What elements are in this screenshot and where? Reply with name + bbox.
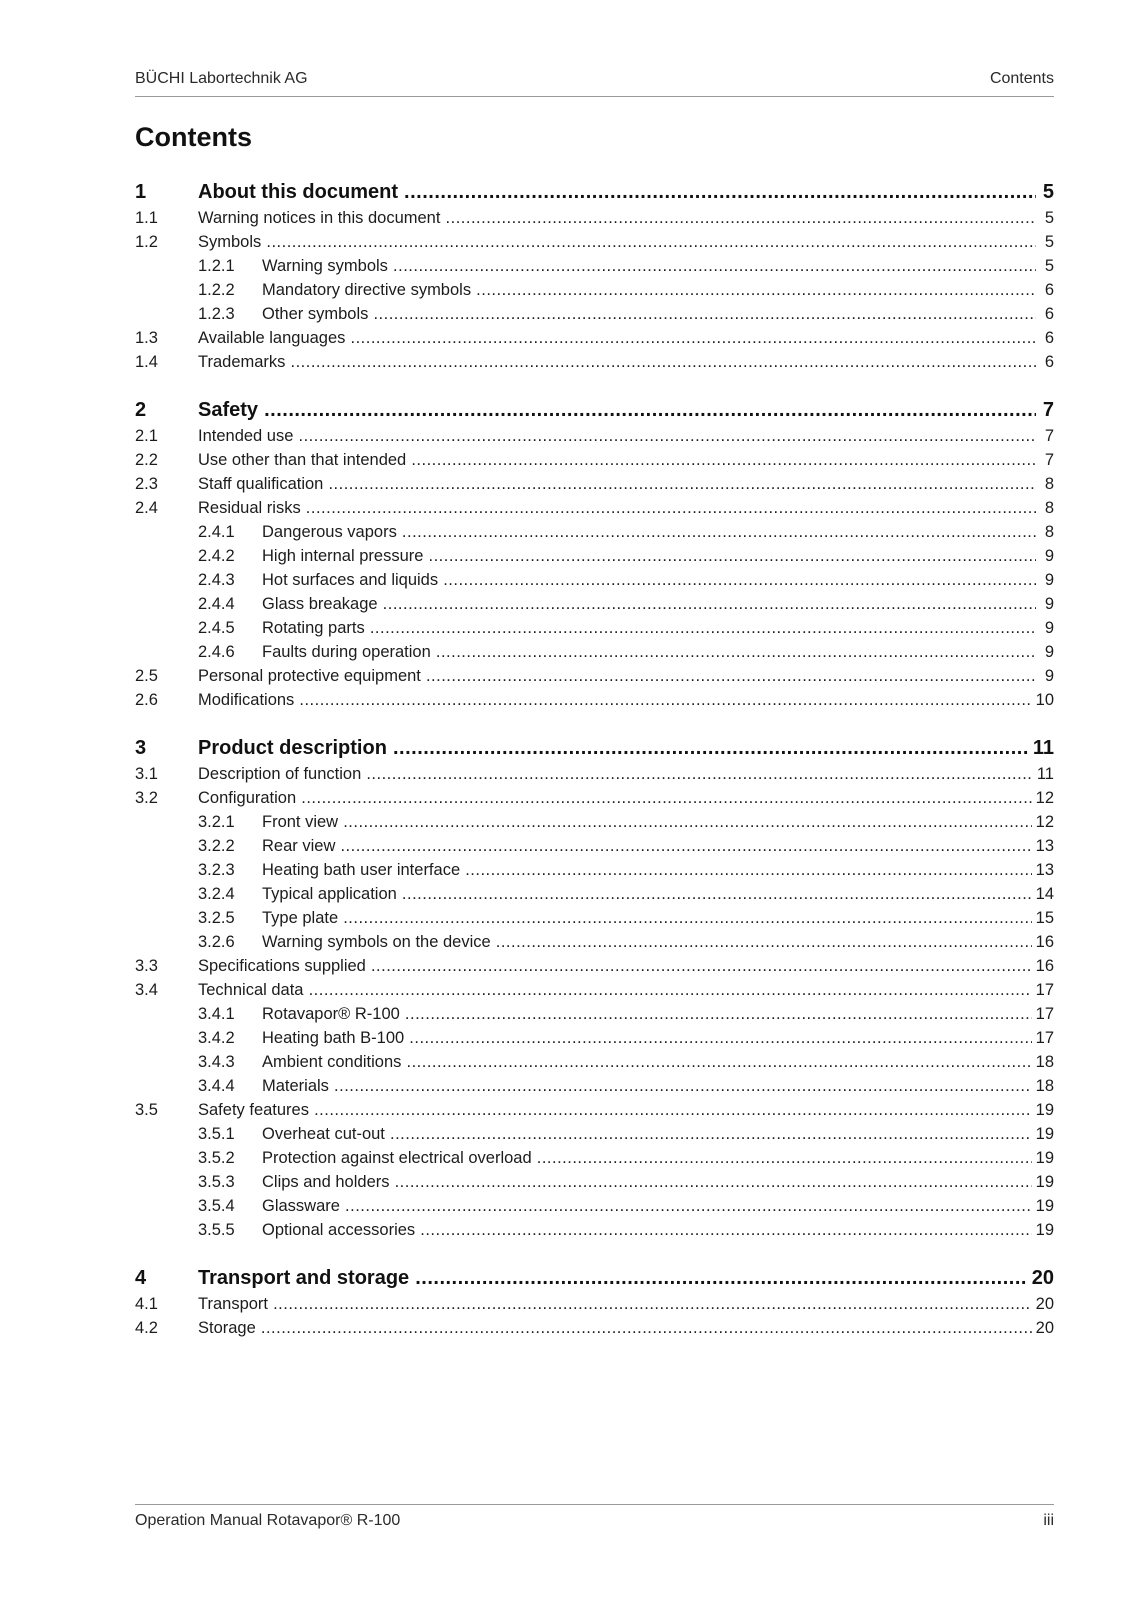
toc-entry-number: 3.5.4 (198, 1197, 235, 1215)
toc-section-entry[interactable] (135, 230, 1054, 254)
toc-entry-title: Optional accessories (262, 1221, 416, 1239)
toc-entry-number: 3.2.2 (198, 837, 235, 855)
toc-section-entry[interactable] (135, 1316, 1054, 1340)
toc-chapter-heading[interactable] (135, 178, 1054, 206)
toc-entry-title: Personal protective equipment (198, 667, 421, 685)
toc-entry-number: 3 (135, 737, 147, 759)
toc-entry-page: 9 (1044, 595, 1054, 613)
toc-entry-page: 5 (1044, 257, 1054, 275)
toc-entry-number: 2 (135, 399, 147, 421)
toc-entry-title: Glass breakage (262, 595, 378, 613)
toc-entry-number: 3.2.4 (198, 885, 235, 903)
toc-entry-number: 2.6 (135, 691, 158, 709)
toc-entry-page: 18 (1035, 1053, 1054, 1071)
toc-entry-number: 3.4.3 (198, 1053, 235, 1071)
toc-entry-number: 3.1 (135, 765, 158, 783)
toc-entry-number: 3.5.1 (198, 1125, 235, 1143)
toc-entry-page: 10 (1035, 691, 1054, 709)
toc-entry-title: Trademarks (198, 353, 286, 371)
toc-entry-number: 2.4.6 (198, 643, 235, 661)
footer-page-number: iii (1043, 1512, 1054, 1529)
toc-entry-page: 5 (1044, 233, 1054, 251)
toc-entry-page: 6 (1044, 281, 1054, 299)
toc-subsection-entry[interactable] (135, 1170, 1054, 1194)
toc-section-entry[interactable] (135, 978, 1054, 1002)
toc-subsection-entry[interactable] (135, 1218, 1054, 1242)
toc-entry-page: 20 (1035, 1295, 1054, 1313)
toc-entry-title: High internal pressure (262, 547, 424, 565)
toc-section-entry[interactable] (135, 762, 1054, 786)
toc-entry-page: 9 (1044, 619, 1054, 637)
toc-entry-number: 3.3 (135, 957, 158, 975)
toc-entry-page: 20 (1035, 1319, 1054, 1337)
toc-entry-number: 2.4.4 (198, 595, 235, 613)
toc-subsection-entry[interactable] (135, 568, 1054, 592)
toc-entry-title: Intended use (198, 427, 294, 445)
toc-entry-page: 6 (1044, 305, 1054, 323)
toc-entry-title: Protection against electrical overload (262, 1149, 532, 1167)
toc-chapter (135, 1264, 1054, 1340)
toc-chapter (135, 396, 1054, 712)
toc-entry-title: Overheat cut-out (262, 1125, 385, 1143)
toc-entry-page: 6 (1044, 329, 1054, 347)
toc-subsection-entry[interactable] (135, 858, 1054, 882)
toc-entry-number: 1.2.2 (198, 281, 235, 299)
toc-subsection-entry[interactable] (135, 906, 1054, 930)
toc-section-entry[interactable] (135, 206, 1054, 230)
header-company: BÜCHI Labortechnik AG (135, 70, 308, 87)
toc-entry-page: 8 (1044, 475, 1054, 493)
toc-entry-title: Configuration (198, 789, 297, 807)
footer-manual-title: Operation Manual Rotavapor® R-100 (135, 1512, 401, 1529)
toc-section-entry[interactable] (135, 688, 1054, 712)
toc-section-entry[interactable] (135, 496, 1054, 520)
toc-entry-title: Rotavapor® R-100 (262, 1005, 400, 1023)
toc-subsection-entry[interactable] (135, 640, 1054, 664)
toc-entry-title: Product description (198, 737, 387, 759)
toc-section-entry[interactable] (135, 664, 1054, 688)
toc-entry-number: 3.5 (135, 1101, 158, 1119)
toc-entry-page: 17 (1035, 1029, 1054, 1047)
toc-subsection-entry[interactable] (135, 1194, 1054, 1218)
toc-entry-page: 16 (1035, 957, 1054, 975)
toc-entry-number: 3.2.1 (198, 813, 235, 831)
toc-entry-number: 1 (135, 181, 147, 203)
running-footer (135, 1504, 1054, 1535)
toc-subsection-entry[interactable] (135, 1146, 1054, 1170)
toc-section-entry[interactable] (135, 448, 1054, 472)
toc-subsection-entry[interactable] (135, 882, 1054, 906)
toc-subsection-entry[interactable] (135, 544, 1054, 568)
toc-entry-number: 2.1 (135, 427, 158, 445)
toc-entry-page: 9 (1044, 643, 1054, 661)
toc-entry-page: 11 (1036, 765, 1054, 783)
toc-entry-title: Technical data (198, 981, 304, 999)
toc-entry-number: 3.5.5 (198, 1221, 235, 1239)
toc-entry-number: 2.4.1 (198, 523, 235, 541)
toc-subsection-entry[interactable] (135, 834, 1054, 858)
toc-entry-page: 12 (1035, 813, 1054, 831)
toc-entry-page: 7 (1044, 427, 1054, 445)
toc-entry-title: Heating bath B-100 (262, 1029, 405, 1047)
toc-entry-page: 6 (1044, 353, 1054, 371)
toc-entry-page: 19 (1035, 1173, 1054, 1191)
toc-entry-title: Other symbols (262, 305, 369, 323)
toc-section-entry[interactable] (135, 786, 1054, 810)
toc-entry-page: 19 (1035, 1149, 1054, 1167)
toc-entry-number: 1.2.1 (198, 257, 235, 275)
toc-subsection-entry[interactable] (135, 1074, 1054, 1098)
toc-entry-page: 8 (1044, 523, 1054, 541)
toc-subsection-entry[interactable] (135, 254, 1054, 278)
toc-entry-page: 7 (1044, 451, 1054, 469)
toc-entry-number: 3.4 (135, 981, 158, 999)
toc-entry-number: 2.4 (135, 499, 158, 517)
toc-entry-number: 3.2.3 (198, 861, 235, 879)
toc-entry-page: 13 (1035, 837, 1054, 855)
toc-subsection-entry[interactable] (135, 592, 1054, 616)
toc-entry-title: Residual risks (198, 499, 301, 517)
toc-entry-number: 2.3 (135, 475, 158, 493)
toc-entry-number: 3.2.6 (198, 933, 235, 951)
header-section: Contents (989, 70, 1054, 87)
toc-entry-page: 8 (1044, 499, 1054, 517)
toc-entry-title: Ambient conditions (262, 1053, 402, 1071)
toc-entry-number: 3.5.2 (198, 1149, 235, 1167)
toc-entry-title: Materials (262, 1077, 329, 1095)
toc-entry-title: Front view (262, 813, 339, 831)
toc-entry-title: Typical application (262, 885, 397, 903)
toc-entry-number: 3.4.2 (198, 1029, 235, 1047)
toc-entry-title: Mandatory directive symbols (262, 281, 472, 299)
toc-subsection-entry[interactable] (135, 810, 1054, 834)
toc-section-entry[interactable] (135, 350, 1054, 374)
toc-entry-title: Heating bath user interface (262, 861, 461, 879)
toc-entry-title: Symbols (198, 233, 262, 251)
toc-subsection-entry[interactable] (135, 302, 1054, 326)
toc-entry-page: 19 (1035, 1125, 1054, 1143)
toc-entry-title: About this document (198, 181, 398, 203)
toc-entry-page: 17 (1035, 1005, 1054, 1023)
toc-subsection-entry[interactable] (135, 616, 1054, 640)
toc-chapter-heading[interactable] (135, 396, 1054, 424)
toc-entry-page: 5 (1042, 181, 1054, 203)
toc-entry-title: Dangerous vapors (262, 523, 397, 541)
toc-entry-title: Warning notices in this document (198, 209, 441, 227)
toc-entry-number: 1.2 (135, 233, 158, 251)
toc-entry-page: 7 (1042, 399, 1054, 421)
toc-entry-number: 4.1 (135, 1295, 158, 1313)
toc-entry-title: Warning symbols on the device (262, 933, 491, 951)
toc-entry-page: 9 (1044, 667, 1054, 685)
toc-entry-page: 9 (1044, 571, 1054, 589)
toc-subsection-entry[interactable] (135, 1002, 1054, 1026)
toc-subsection-entry[interactable] (135, 1122, 1054, 1146)
toc-entry-title: Glassware (262, 1197, 340, 1215)
toc-section-entry[interactable] (135, 424, 1054, 448)
toc-entry-title: Description of function (198, 765, 362, 783)
toc-entry-title: Storage (198, 1319, 256, 1337)
toc-entry-number: 2.4.3 (198, 571, 235, 589)
toc-entry-page: 18 (1035, 1077, 1054, 1095)
toc-subsection-entry[interactable] (135, 278, 1054, 302)
toc-entry-number: 3.2.5 (198, 909, 235, 927)
toc-entry-page: 13 (1035, 861, 1054, 879)
toc-entry-page: 20 (1031, 1267, 1054, 1289)
toc-entry-page: 19 (1035, 1101, 1054, 1119)
toc-entry-number: 1.2.3 (198, 305, 235, 323)
toc-entry-title: Modifications (198, 691, 295, 709)
toc-entry-number: 2.4.5 (198, 619, 235, 637)
toc-entry-page: 14 (1035, 885, 1054, 903)
toc-entry-title: Transport (198, 1295, 268, 1313)
toc-entry-title: Rotating parts (262, 619, 365, 637)
toc-entry-title: Available languages (198, 329, 346, 347)
toc-entry-page: 15 (1035, 909, 1054, 927)
toc-section-entry[interactable] (135, 326, 1054, 350)
toc-entry-number: 1.1 (135, 209, 158, 227)
toc-entry-title: Specifications supplied (198, 957, 366, 975)
toc-entry-number: 2.5 (135, 667, 158, 685)
toc-entry-page: 17 (1035, 981, 1054, 999)
toc-entry-number: 3.4.1 (198, 1005, 235, 1023)
toc-section-entry[interactable] (135, 1292, 1054, 1316)
table-of-contents (135, 178, 1054, 1362)
toc-entry-title: Faults during operation (262, 643, 431, 661)
toc-entry-page: 19 (1035, 1197, 1054, 1215)
toc-entry-number: 3.2 (135, 789, 158, 807)
toc-entry-number: 3.5.3 (198, 1173, 235, 1191)
toc-entry-title: Warning symbols (262, 257, 388, 275)
toc-entry-number: 3.4.4 (198, 1077, 235, 1095)
toc-chapter-heading[interactable] (135, 1264, 1054, 1292)
page-title: Contents (135, 122, 252, 152)
toc-chapter (135, 178, 1054, 374)
toc-entry-page: 11 (1032, 737, 1054, 759)
toc-entry-title: Safety features (198, 1101, 309, 1119)
running-header (135, 70, 1054, 97)
toc-entry-title: Staff qualification (198, 475, 324, 493)
toc-entry-title: Clips and holders (262, 1173, 390, 1191)
toc-section-entry[interactable] (135, 954, 1054, 978)
toc-entry-page: 16 (1035, 933, 1054, 951)
toc-entry-title: Type plate (262, 909, 339, 927)
toc-section-entry[interactable] (135, 472, 1054, 496)
toc-entry-title: Transport and storage (198, 1267, 410, 1289)
toc-entry-number: 1.3 (135, 329, 158, 347)
toc-entry-title: Use other than that intended (198, 451, 407, 469)
toc-entry-number: 4 (135, 1267, 147, 1289)
toc-subsection-entry[interactable] (135, 1026, 1054, 1050)
toc-entry-number: 1.4 (135, 353, 158, 371)
toc-entry-number: 4.2 (135, 1319, 158, 1337)
toc-section-entry[interactable] (135, 1098, 1054, 1122)
toc-entry-page: 9 (1044, 547, 1054, 565)
toc-entry-number: 2.2 (135, 451, 158, 469)
toc-entry-title: Safety (198, 399, 259, 421)
toc-entry-page: 19 (1035, 1221, 1054, 1239)
toc-subsection-entry[interactable] (135, 930, 1054, 954)
toc-entry-title: Rear view (262, 837, 336, 855)
toc-chapter-heading[interactable] (135, 734, 1054, 762)
toc-entry-number: 2.4.2 (198, 547, 235, 565)
toc-entry-page: 12 (1035, 789, 1054, 807)
toc-subsection-entry[interactable] (135, 520, 1054, 544)
toc-chapter (135, 734, 1054, 1242)
toc-subsection-entry[interactable] (135, 1050, 1054, 1074)
toc-entry-page: 5 (1044, 209, 1054, 227)
toc-entry-title: Hot surfaces and liquids (262, 571, 439, 589)
